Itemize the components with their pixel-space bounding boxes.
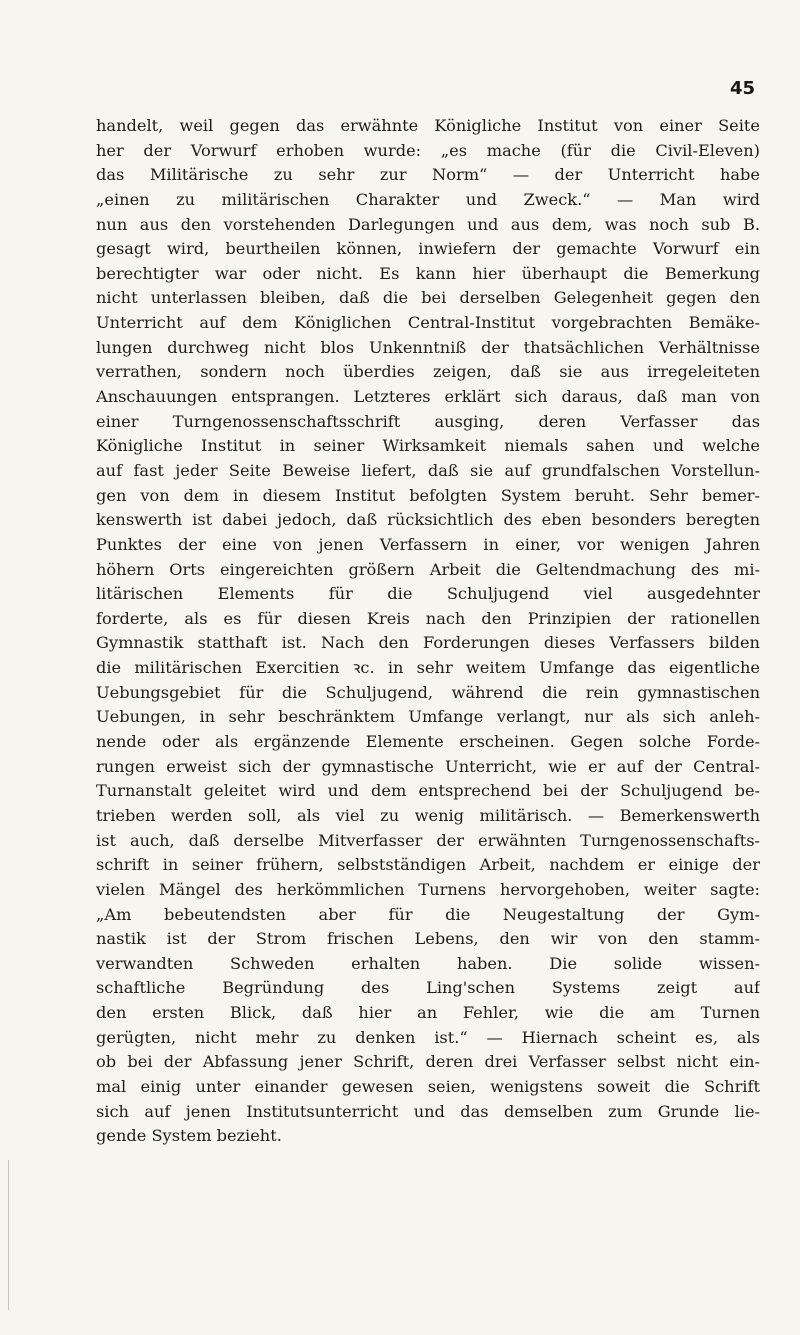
text-line: gerügten, nicht mehr zu denken ist.“ — Hiernach scheint es, als: [96, 1027, 760, 1047]
text-line: verrathen, sondern noch überdies zeigen, daß sie aus irregeleiteten: [96, 362, 760, 382]
text-line: Turnanstalt geleitet wird und dem entsprechend bei der Schuljugend be-: [96, 781, 760, 801]
text-line: Punktes der eine von jenen Verfassern in einer, vor wenigen Jahren: [96, 534, 760, 554]
text-line: nun aus den vorstehenden Darlegungen und aus dem, was noch sub B.: [96, 214, 760, 234]
text-line: Königliche Institut in seiner Wirksamkeit niemals sahen und welche: [96, 436, 760, 456]
text-line: sich auf jenen Institutsunterricht und das demselben zum Grunde lie-: [96, 1101, 760, 1121]
text-line: ist auch, daß derselbe Mitverfasser der erwähnten Turngenossenschafts-: [96, 830, 760, 850]
text-line: her der Vorwurf erhoben wurde: „es mache (für die Civil-Eleven): [96, 140, 760, 160]
text-line: gende System bezieht.: [96, 1126, 282, 1146]
text-line: ob bei der Abfassung jener Schrift, deren drei Verfasser selbst nicht ein-: [96, 1052, 760, 1072]
body-text: [96, 114, 760, 1149]
text-line: Uebungen, in sehr beschränktem Umfange verlangt, nur als sich anleh-: [96, 707, 760, 727]
text-line: „Am bebeutendsten aber für die Neugestaltung der Gym-: [96, 904, 760, 924]
text-line: verwandten Schweden erhalten haben. Die solide wissen-: [96, 953, 760, 973]
text-line: einer Turngenossenschaftsschrift ausging, deren Verfasser das: [96, 411, 760, 431]
text-line: „einen zu militärischen Charakter und Zweck.“ — Man wird: [96, 189, 760, 209]
text-line: auf fast jeder Seite Beweise liefert, daß sie auf grundfalschen Vorstellun-: [96, 460, 760, 480]
text-line: den ersten Blick, daß hier an Fehler, wie die am Turnen: [96, 1003, 760, 1023]
text-line: rungen erweist sich der gymnastische Unterricht, wie er auf der Central-: [96, 756, 760, 776]
text-line: nicht unterlassen bleiben, daß die bei derselben Gelegenheit gegen den: [96, 288, 760, 308]
text-line: die militärischen Exercitien ꝛc. in sehr weitem Umfange das eigentliche: [96, 658, 760, 678]
text-line: Anschauungen entsprangen. Letzteres erklärt sich daraus, daß man von: [96, 387, 760, 407]
text-line: Uebungsgebiet für die Schuljugend, während die rein gymnastischen: [96, 682, 760, 702]
text-line: mal einig unter einander gewesen seien, wenigstens soweit die Schrift: [96, 1076, 760, 1096]
text-line: das Militärische zu sehr zur Norm“ — der Unterricht habe: [96, 165, 760, 185]
text-line: handelt, weil gegen das erwähnte Königliche Institut von einer Seite: [96, 116, 760, 135]
text-line: litärischen Elements für die Schuljugend viel ausgedehnter: [96, 584, 760, 604]
text-line: berechtigter war oder nicht. Es kann hier überhaupt die Bemerkung: [96, 263, 760, 283]
text-line: Gymnastik statthaft ist. Nach den Forderungen dieses Verfassers bilden: [96, 633, 760, 653]
text-line: nende oder als ergänzende Elemente erscheinen. Gegen solche Forde-: [96, 732, 760, 752]
page-number: 45: [730, 78, 756, 99]
text-line: nastik ist der Strom frischen Lebens, den wir von den stamm-: [96, 929, 760, 949]
page-edge-mark: [8, 1160, 9, 1310]
text-line: trieben werden soll, als viel zu wenig militärisch. — Bemerkenswerth: [96, 805, 760, 825]
text-line: schrift in seiner frühern, selbstständigen Arbeit, nachdem er einige der: [96, 855, 760, 875]
text-line: kenswerth ist dabei jedoch, daß rücksichtlich des eben besonders beregten: [96, 510, 760, 530]
text-line: lungen durchweg nicht blos Unkenntniß der thatsächlichen Verhältnisse: [96, 337, 760, 357]
text-line: schaftliche Begründung des Ling'schen Systems zeigt auf: [96, 978, 760, 998]
text-line: forderte, als es für diesen Kreis nach den Prinzipien der rationellen: [96, 608, 760, 628]
text-line: höhern Orts eingereichten größern Arbeit die Geltendmachung des mi-: [96, 559, 760, 579]
text-line: gesagt wird, beurtheilen können, inwiefern der gemachte Vorwurf ein: [96, 239, 760, 259]
text-line: gen von dem in diesem Institut befolgten System beruht. Sehr bemer-: [96, 485, 760, 505]
text-line: Unterricht auf dem Königlichen Central-Institut vorgebrachten Bemäke-: [96, 313, 760, 333]
text-line: vielen Mängel des herkömmlichen Turnens hervorgehoben, weiter sagte:: [96, 879, 760, 899]
